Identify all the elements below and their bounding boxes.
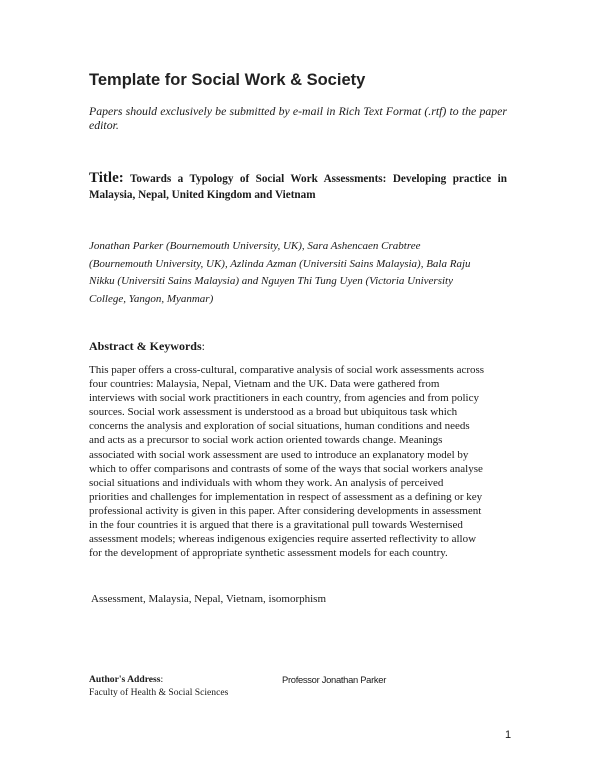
professor-name: Professor Jonathan Parker [282,674,387,685]
abstract-line: interviews with social work practitioners in each country, from agencies and from policy [89,392,479,405]
abstract-line: sources. Social work assessment is understood as a broad but ubiquitous task which [89,406,458,419]
abstract-line: professional activity is given in this paper. After considering developments in assessment [89,504,482,517]
page-number: 1 [505,729,512,741]
abstract-line: four countries: Malaysia, Nepal, Vietnam and the UK. Data were gathered from [89,378,440,391]
abstract-body [89,363,519,560]
abstract-line: concerns the analysis and exploration of social situations, human conditions and needs [89,420,470,433]
abstract-line: social situations and individuals with whom they work. An analysis of perceived [89,476,444,489]
author-address-label [89,674,163,685]
abstract-line: This paper offers a cross-cultural, comparative analysis of social work assessments across [89,364,485,376]
abstract-line: for the development of appropriate synthetic assessment models for each country. [89,547,448,560]
abstract-line: and acts as a precursor to social work action oriented towards change. Meanings [89,434,443,447]
abstract-heading-label: Abstract & Keywords [89,339,202,353]
faculty: Faculty of Health & Social Sciences [89,687,229,698]
authors [89,238,507,308]
authors-line: Nikku (Universiti Sains Malaysia) and Nguyen Thi Tung Uyen (Victoria University [89,275,453,287]
authors-line: Jonathan Parker (Bournemouth University, UK), Sara Ashencaen Crabtree [89,240,421,252]
abstract-heading-colon: : [201,339,205,353]
title-label: Title: [89,170,124,186]
paper-title-text: Towards a Typology of Social Work Assessments: Developing practice in Malaysia, Nepal, United Kingdom and Vietnam [89,173,507,201]
author-address-label-text: Author's Address [89,674,161,685]
paper-title [89,170,507,203]
abstract-line: associated with social work assessment are used to introduce an explanatory model by [89,448,469,461]
abstract-heading [89,339,205,354]
author-address-colon: : [160,674,164,685]
authors-line: (Bournemouth University, UK), Azlinda Azman (Universiti Sains Malaysia), Bala Raju [89,257,471,270]
abstract-line: which to offer comparisons and contrasts of some of the ways that social workers analyse [89,462,483,475]
keywords: Assessment, Malaysia, Nepal, Vietnam, isomorphism [91,593,326,605]
template-title: Template for Social Work & Society [89,71,366,89]
authors-line: College, Yangon, Myanmar) [89,292,214,305]
submission-note: Papers should exclusively be submitted by e-mail in Rich Text Format (.rtf) to the paper editor. [89,104,507,132]
abstract-line: priorities and challenges for implementation in respect of assessment as a defining or key [89,490,483,503]
abstract-line: assessment models; whereas indigenous exigencies require asserted reflectivity to allow [89,533,477,546]
abstract-line: in the four countries it is argued that there is a gravitational pull towards Westernised [89,519,463,532]
